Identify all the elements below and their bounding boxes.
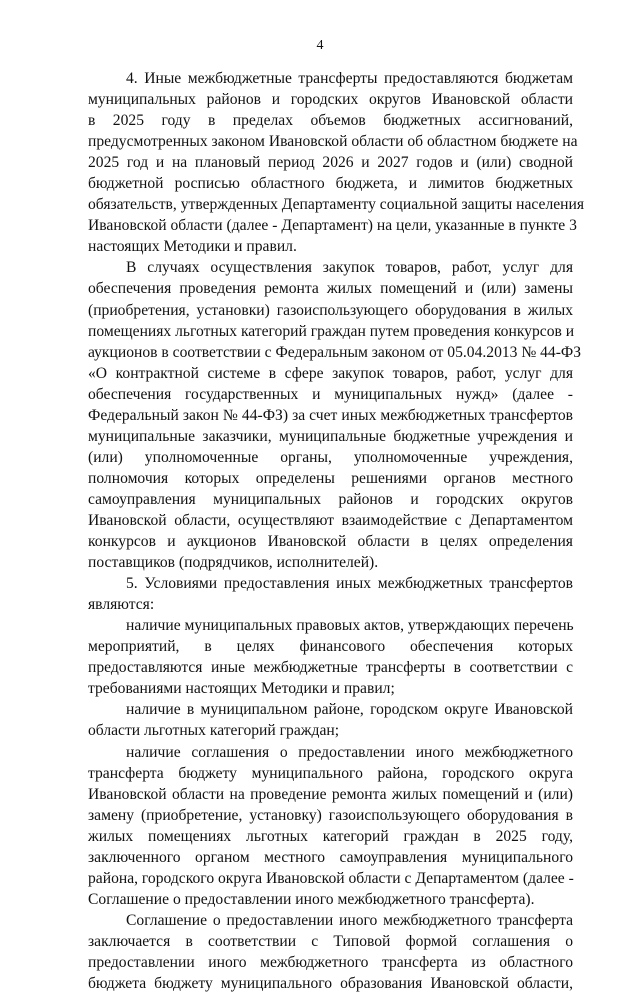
text-line: (или) уполномоченные органы, уполномоченные учреждения,	[88, 448, 573, 466]
document-body	[88, 68, 585, 994]
text-line: трансферта бюджету муниципального района, городского округа	[88, 764, 573, 782]
text-line: замену (приобретение, установку) газоиспользующего оборудования в	[88, 806, 573, 824]
text-line: Федеральный закон № 44-ФЗ) за счет иных межбюджетных трансфертов	[88, 406, 573, 424]
text-line: полномочия которых определены решениями органов местного	[88, 469, 573, 487]
text-line: аукционов в соответствии с Федеральным законом от 05.04.2013 № 44-ФЗ	[88, 343, 582, 361]
text-line: предоставлении иного межбюджетного трансферта из областного	[88, 953, 573, 971]
text-line: обеспечения государственных и муниципальных нужд» (далее -	[88, 385, 573, 403]
text-line: Ивановской области на проведение ремонта жилых помещений и (или)	[88, 785, 573, 803]
text-line: В случаях осуществления закупок товаров, работ, услуг для	[126, 259, 573, 277]
text-line: Ивановской области, осуществляют взаимодействие с Департаментом	[88, 511, 573, 529]
text-line: Соглашение о предоставлении иного межбюджетного трансферта	[126, 911, 573, 929]
text-line: муниципальные заказчики, муниципальные бюджетные учреждения и	[88, 427, 573, 445]
text-line: 4. Иные межбюджетные трансферты предоставляются бюджетам	[126, 70, 573, 87]
text-line: поставщиков (подрядчиков, исполнителей).	[88, 554, 379, 572]
text-line: района, городского округа Ивановской области с Департаментом (далее -	[88, 869, 574, 887]
text-line: (приобретения, установки) газоиспользующего оборудования в жилых	[88, 301, 573, 319]
text-line: в 2025 году в пределах объемов бюджетных ассигнований,	[88, 112, 573, 130]
text-line: Ивановской области (далее - Департамент) на цели, указанные в пункте 3	[88, 217, 577, 235]
text-line: 2025 год и на плановый период 2026 и 2027 годов и (или) сводной	[88, 154, 573, 172]
text-line: Соглашение о предоставлении иного межбюджетного трансферта).	[88, 890, 535, 908]
text-line: бюджетной росписью областного бюджета, и лимитов бюджетных	[88, 175, 573, 193]
text-line: наличие в муниципальном районе, городском округе Ивановской	[126, 701, 573, 719]
page-number: 4	[316, 38, 324, 53]
text-line: заключенного органом местного самоуправления муниципального	[88, 848, 573, 866]
text-line: предусмотренных законом Ивановской области об областном бюджете на	[88, 133, 578, 151]
text-line: муниципальных районов и городских округов Ивановской области	[88, 91, 573, 109]
text-line: помещениях льготных категорий граждан путем проведения конкурсов и	[88, 322, 575, 340]
text-line: мероприятий, в целях финансового обеспечения которых	[88, 638, 573, 656]
text-line: настоящих Методики и правил.	[88, 238, 297, 256]
text-line: области льготных категорий граждан;	[88, 722, 340, 740]
text-line: обязательств, утвержденных Департаменту социальной защиты населения	[88, 196, 585, 214]
text-line: бюджета бюджету муниципального образования Ивановской области,	[88, 975, 573, 993]
text-line: требованиями настоящих Методики и правил;	[88, 680, 395, 698]
text-line: самоуправления муниципальных районов и городских округов	[88, 490, 573, 508]
text-line: наличие муниципальных правовых актов, утверждающих перечень	[126, 617, 574, 635]
text-line: заключается в соответствии с Типовой формой соглашения о	[88, 932, 573, 950]
text-line: являются:	[88, 596, 155, 614]
text-line: конкурсов и аукционов Ивановской области в целях определения	[88, 533, 573, 551]
text-line: «О контрактной системе в сфере закупок товаров, работ, услуг для	[88, 364, 573, 382]
text-line: жилых помещениях льготных категорий граждан в 2025 году,	[88, 827, 573, 845]
text-line: 5. Условиями предоставления иных межбюджетных трансфертов	[126, 575, 573, 593]
text-line: обеспечения проведения ремонта жилых помещений и (или) замены	[88, 280, 573, 298]
text-line: предоставляются иные межбюджетные трансферты в соответствии с	[88, 659, 573, 677]
text-line: наличие соглашения о предоставлении иного межбюджетного	[126, 743, 573, 761]
